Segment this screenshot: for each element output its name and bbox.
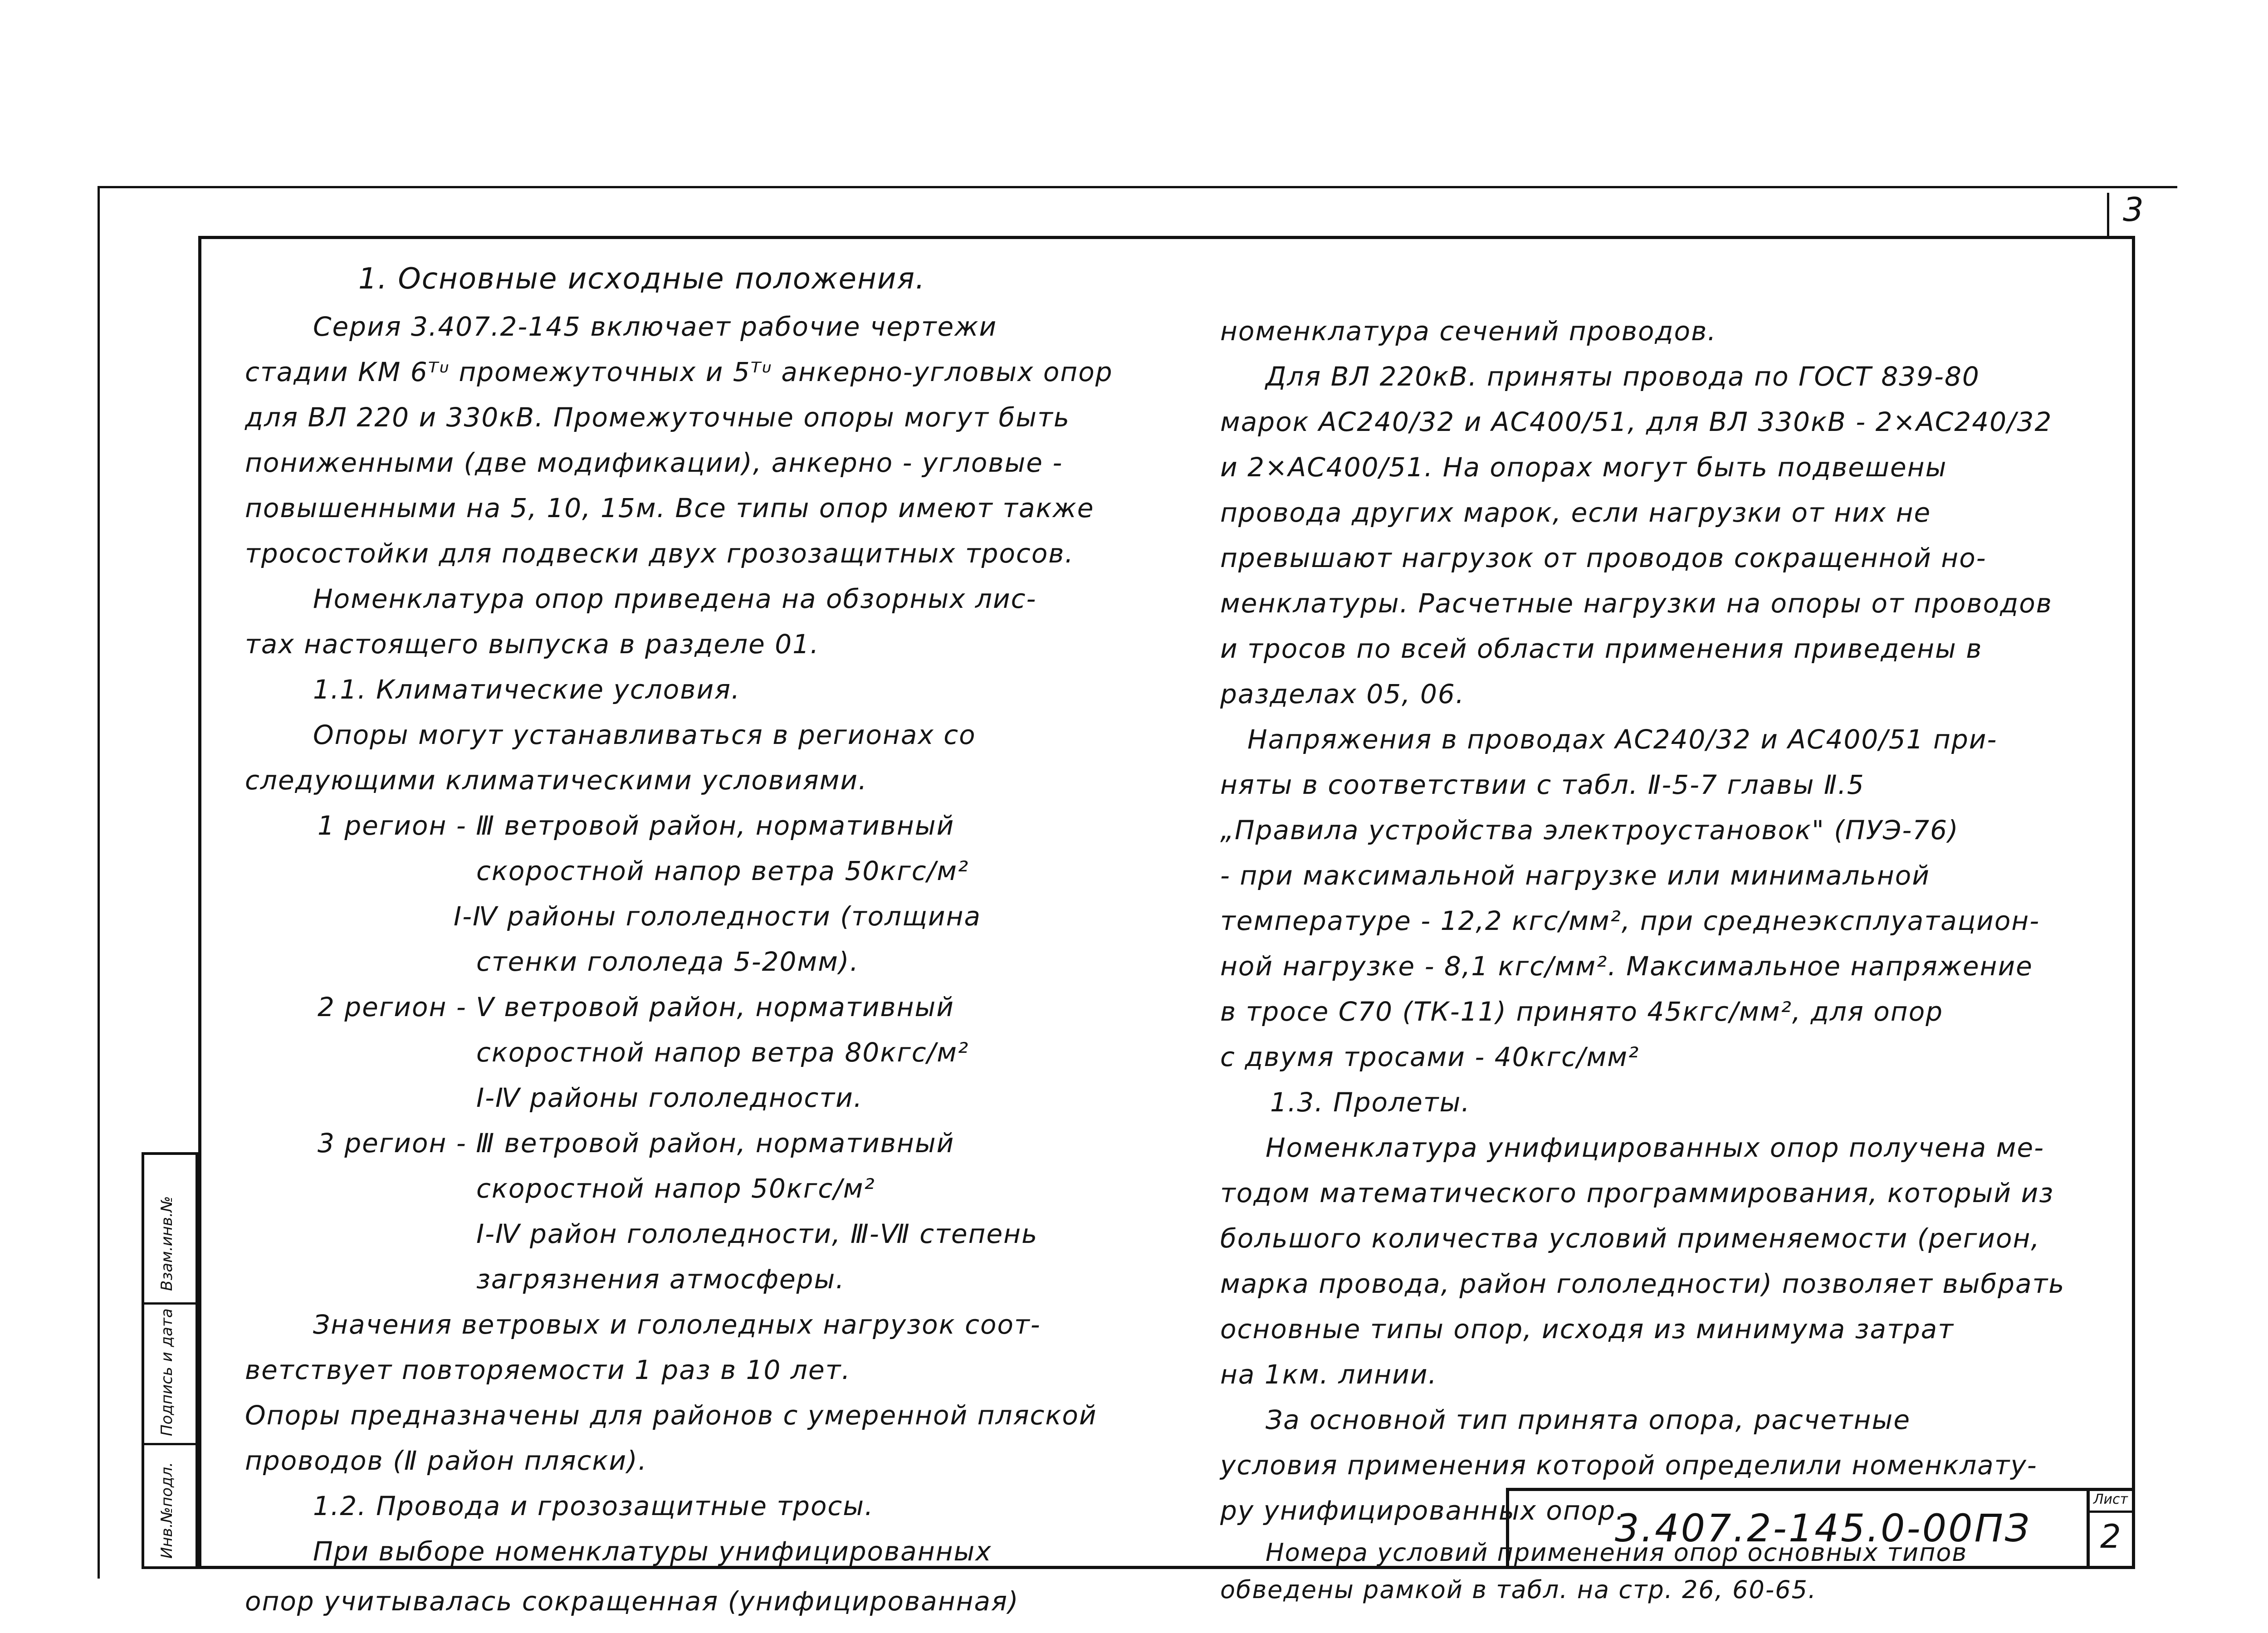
side-cell-replacement [144, 1155, 196, 1305]
region-line: 3 регион - Ⅲ ветровой район, нормативный [318, 1128, 955, 1159]
text-line: опор учитывалась сокращенная (унифицированная) [245, 1586, 1019, 1617]
text-line: Напряжения в проводах АС240/32 и АС400/51 при- [1247, 724, 1998, 755]
page-number: 3 [2123, 191, 2144, 229]
text-line: температуре - 12,2 кгс/мм², при среднеэксплуатацион- [1220, 905, 2040, 936]
text-line: повышенными на 5, 10, 15м. Все типы опор имеют также [245, 493, 1095, 523]
text-line: За основной тип принята опора, расчетные [1266, 1404, 1911, 1435]
text-line: тах настоящего выпуска в разделе 01. [245, 629, 820, 660]
text-line: марка провода, район гололедности) позволяет выбрать [1220, 1268, 2065, 1299]
text-line: Опоры предназначены для районов с умеренной пляской [245, 1400, 1097, 1431]
text-line: Номенклатура унифицированных опор получена ме- [1266, 1132, 2044, 1163]
sheet-label: Лист [2093, 1491, 2128, 1507]
text-line: с двумя тросами - 40кгс/мм² [1220, 1041, 1640, 1072]
right-text-column [1220, 308, 2118, 1608]
text-line: „Правила устройства электроустановок" (ПУЭ-76) [1220, 815, 1959, 846]
side-stamp-strip [142, 1152, 198, 1569]
region-line: Ⅰ-Ⅳ район гололедности, Ⅲ-Ⅶ степень [476, 1218, 1038, 1249]
text-line: следующими климатическими условиями. [245, 765, 868, 796]
text-line: тодом математического программирования, который из [1220, 1178, 2054, 1208]
text-line: ной нагрузке - 8,1 кгс/мм². Максимальное напряжение [1220, 951, 2033, 982]
side-label-inventory: Инв.№подл. [158, 1462, 176, 1559]
text-line: и 2×АС400/51. На опорах могут быть подвешены [1220, 452, 1947, 483]
text-line: стадии КМ 6ᵀᶸ промежуточных и 5ᵀᶸ анкерно-угловых опор [245, 357, 1113, 387]
text-line: Значения ветровых и гололедных нагрузок соот- [313, 1309, 1041, 1340]
region-line: Ⅰ-Ⅳ районы гололедности (толщина [454, 901, 982, 932]
outer-top-border [98, 186, 2177, 188]
text-line: в тросе С70 (ТК-11) принято 45кгс/мм², для опор [1220, 996, 1944, 1027]
region-line: 2 регион - Ⅴ ветровой район, нормативный [318, 992, 955, 1022]
region-line: стенки гололеда 5-20мм). [476, 946, 859, 977]
text-line: превышают нагрузок от проводов сокращенной но- [1220, 543, 1987, 573]
outer-left-border [98, 186, 100, 1579]
page-number-tick [2107, 193, 2109, 236]
region-line: скоростной напор 50кгс/м² [476, 1173, 875, 1204]
section-heading: 1. Основные исходные положения. [358, 262, 926, 296]
region-line: скоростной напор ветра 50кгс/м² [476, 856, 969, 886]
region-line: скоростной напор ветра 80кгс/м² [476, 1037, 969, 1068]
side-label-signature: Подпись и дата [158, 1308, 176, 1436]
text-line: При выборе номенклатуры унифицированных [313, 1536, 992, 1567]
subsection-heading: 1.1. Климатические условия. [313, 674, 741, 705]
document-code: 3.407.2-145.0-00ПЗ [1615, 1506, 2031, 1550]
text-line: для ВЛ 220 и 330кВ. Промежуточные опоры могут быть [245, 402, 1070, 433]
text-line: ру унифицированных опор. [1220, 1495, 1625, 1526]
title-block-divider [2087, 1488, 2090, 1569]
side-label-replacement: Взам.инв.№ [158, 1196, 176, 1291]
left-text-column [245, 254, 1166, 1628]
text-line: ветствует повторяемости 1 раз в 10 лет. [245, 1354, 851, 1385]
region-line: загрязнения атмосферы. [476, 1264, 845, 1295]
text-line: пониженными (две модификации), анкерно - угловые - [245, 447, 1063, 478]
text-line: номенклатура сечений проводов. [1220, 316, 1717, 347]
region-line: Ⅰ-Ⅳ районы гололедности. [476, 1082, 863, 1113]
side-cell-signature [144, 1305, 196, 1445]
text-line: тросостойки для подвески двух грозозащитных тросов. [245, 538, 1074, 569]
text-line: няты в соответствии с табл. Ⅱ-5-7 главы Ⅱ.5 [1220, 769, 1865, 800]
sheet-number: 2 [2100, 1517, 2121, 1555]
sheet-label-divider [2087, 1511, 2135, 1513]
text-line: и тросов по всей области применения приведены в [1220, 633, 1983, 664]
text-line: Номенклатура опор приведена на обзорных лис- [313, 583, 1037, 614]
subsection-heading: 1.3. Пролеты. [1270, 1087, 1471, 1118]
text-line: Номера условий применения опор основных типов [1266, 1538, 1968, 1567]
text-line: разделах 05, 06. [1220, 679, 1465, 709]
text-line: проводов (Ⅱ район пляски). [245, 1445, 648, 1476]
text-line: на 1км. линии. [1220, 1359, 1437, 1390]
side-cell-inventory [144, 1445, 196, 1566]
text-line: - при максимальной нагрузке или минимальной [1220, 860, 1930, 891]
text-line: менклатуры. Расчетные нагрузки на опоры от проводов [1220, 588, 2053, 619]
text-line: провода других марок, если нагрузки от них не [1220, 497, 1931, 528]
text-line: Для ВЛ 220кВ. приняты провода по ГОСТ 839-80 [1266, 361, 1980, 392]
region-line: 1 регион - Ⅲ ветровой район, нормативный [318, 810, 955, 841]
text-line: марок АС240/32 и АС400/51, для ВЛ 330кВ - 2×АС240/32 [1220, 406, 2053, 437]
subsection-heading: 1.2. Провода и грозозащитные тросы. [313, 1491, 874, 1521]
text-line: большого количества условий применяемости (регион, [1220, 1223, 2040, 1254]
text-line: Серия 3.407.2-145 включает рабочие чертежи [313, 311, 997, 342]
text-line: условия применения которой определили номенклату- [1220, 1450, 2038, 1481]
text-line: обведены рамкой в табл. на стр. 26, 60-65. [1220, 1575, 1817, 1604]
text-line: Опоры могут устанавливаться в регионах со [313, 719, 976, 750]
text-line: основные типы опор, исходя из минимума затрат [1220, 1314, 1954, 1345]
